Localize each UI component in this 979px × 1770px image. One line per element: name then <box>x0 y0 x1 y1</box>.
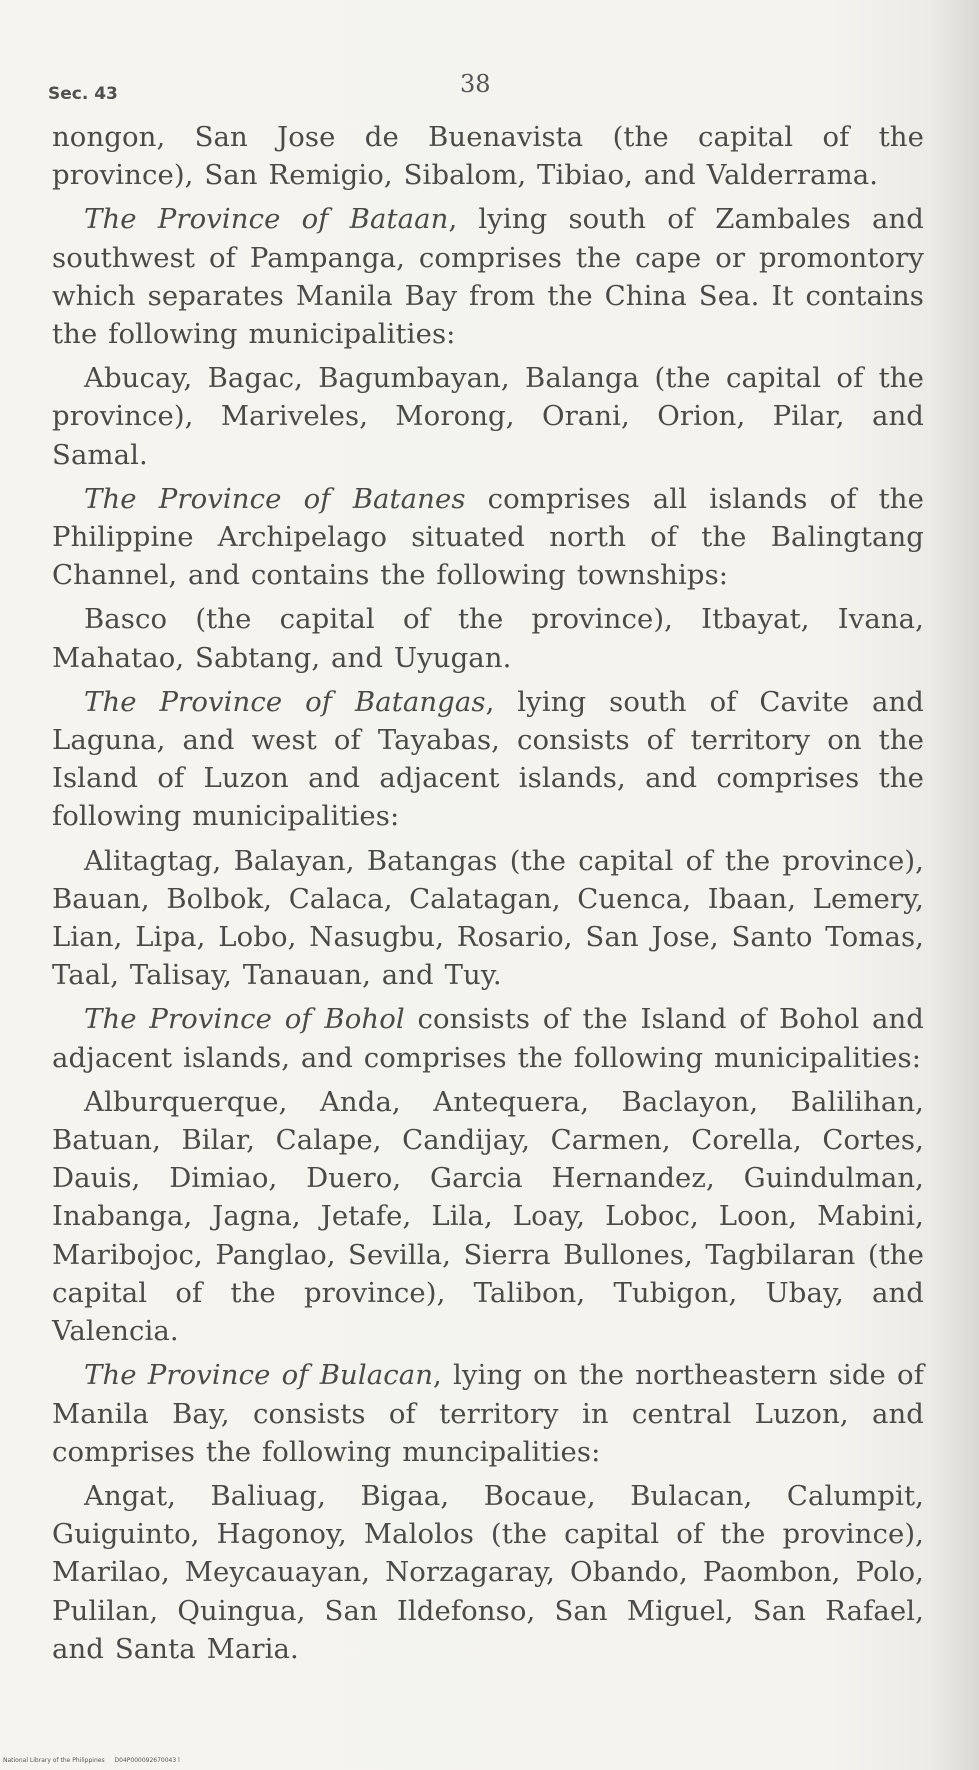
province-title: The Province of Bohol <box>84 1003 405 1036</box>
paragraph-text: consists of the Island of Bohol and adjacent islands, and comprises the following municipalities: <box>52 1003 924 1074</box>
body-text <box>52 118 924 1668</box>
paragraph: nongon, San Jose de Buenavista (the capital of the province), San Remigio, Sibalom, Tibiao, and Valderrama. <box>52 121 924 192</box>
paragraph-bataan <box>52 200 924 353</box>
paragraph: Abucay, Bagac, Bagumbayan, Balanga (the capital of the province), Mariveles, Morong, Orani, Orion, Pilar, and Samal. <box>52 362 924 471</box>
page-footer <box>3 1757 180 1764</box>
province-title: The Province of Bataan <box>84 203 449 236</box>
paragraph-text: comprises all islands of the Philippine Archipelago situated north of the Balingtang Channel, and contains the following townships: <box>52 482 924 592</box>
paragraph-text: , lying south of Cavite and Laguna, and west of Tayabas, consists of territory on the Island of Luzon and adjacent islands, and comprises the following municipalities: <box>52 685 924 833</box>
page-header <box>48 70 928 110</box>
paragraph-bulacan <box>52 1356 924 1471</box>
section-label: Sec. 43 <box>48 84 118 104</box>
paragraph: Angat, Baliuag, Bigaa, Bocaue, Bulacan, Calumpit, Guiguinto, Hagonoy, Malolos (the capital of the province), Marilao, Meycauayan, Norzagaray, Obando, Paombon, Polo, Pulilan, Quingua, San Ildefonso, San Miguel, San Rafael, and Santa Maria. <box>52 1479 924 1665</box>
paragraph: Alburquerque, Anda, Antequera, Baclayon, Balilihan, Batuan, Bilar, Calape, Candijay, Carmen, Corella, Cortes, Dauis, Dimiao, Duero, Garcia Hernandez, Guindulman, Inabanga, Jagna, Jetafe, Lila, Loay, Loboc, Loon, Mabini, Maribojoc, Panglao, Sevilla, Sierra Bullones, Tagbilaran (the capital of the province), Talibon, Tubigon, Ubay, and Valencia. <box>52 1085 924 1348</box>
paragraph: Basco (the capital of the province), Itbayat, Ivana, Mahatao, Sabtang, and Uyugan. <box>52 603 924 674</box>
paragraph-batangas <box>52 683 924 836</box>
province-title: The Province of Batanes <box>84 482 466 515</box>
scan-code: D04P000092670043 l <box>114 1757 180 1764</box>
paragraph-bohol <box>52 1000 924 1076</box>
paragraph-text: , lying on the northeastern side of Manila Bay, consists of territory in central Luzon, and comprises the following muncipalities: <box>52 1359 924 1468</box>
page-number: 38 <box>460 70 491 98</box>
paragraph: Alitagtag, Balayan, Batangas (the capital of the province), Bauan, Bolbok, Calaca, Calatagan, Cuenca, Ibaan, Lemery, Lian, Lipa, Lobo, Nasugbu, Rosario, San Jose, Santo Tomas, Taal, Talisay, Tanauan, and Tuy. <box>52 844 924 992</box>
paragraph-text: , lying south of Zambales and southwest of Pampanga, comprises the cape or promontory which separates Manila Bay from the China Sea. It contains the following municipalities: <box>52 203 925 351</box>
paragraph-batanes <box>52 480 924 595</box>
province-title: The Province of Batangas <box>84 685 486 718</box>
library-credit: National Library of the Philippines <box>3 1757 105 1764</box>
province-title: The Province of Bulacan <box>84 1359 434 1392</box>
